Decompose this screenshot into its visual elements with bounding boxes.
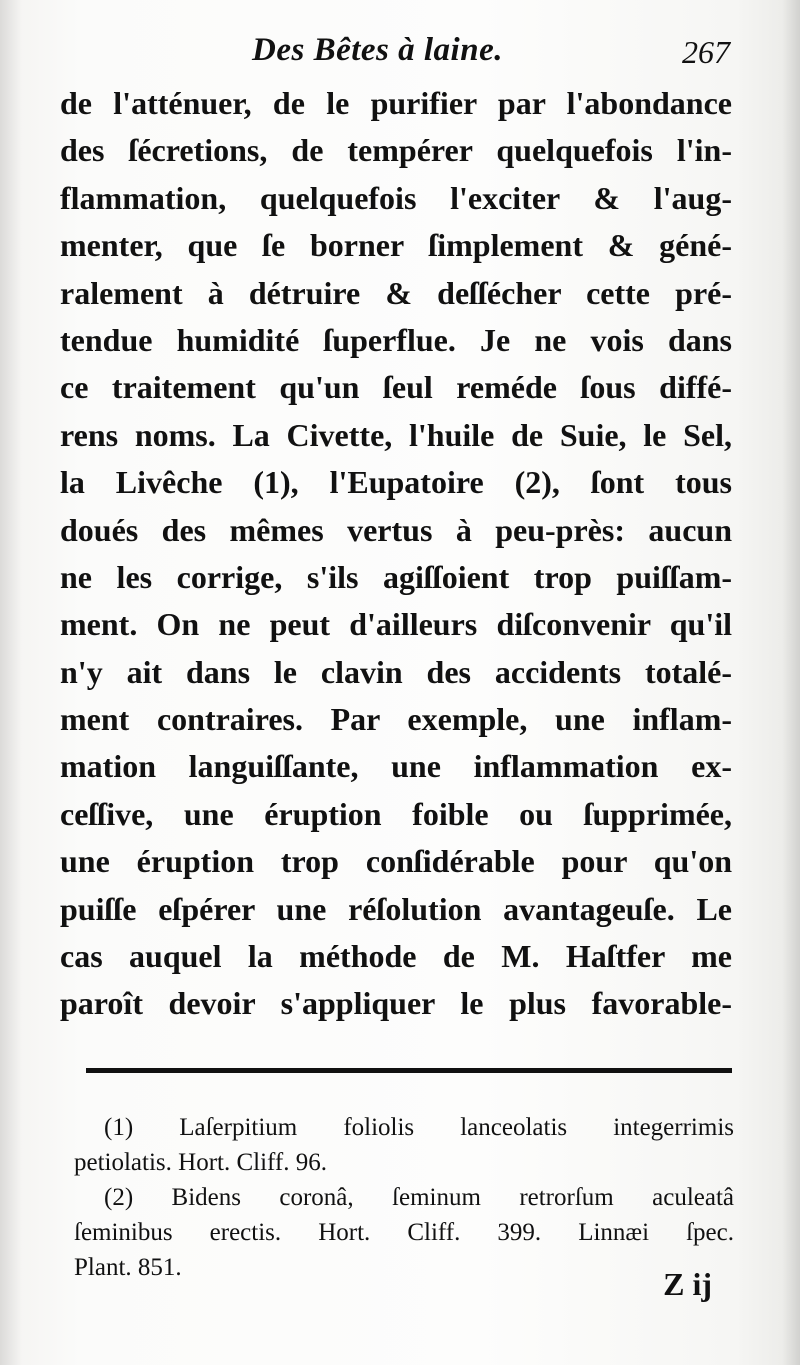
text-line: puiſſe eſpérer une réſolution avantageuſe. Le bbox=[60, 890, 732, 927]
page-edge-shadow bbox=[782, 0, 800, 1365]
text-line: mation languiſſante, une inflammation ex- bbox=[60, 748, 732, 785]
text-line: flammation, quelquefois l'exciter & l'aug- bbox=[60, 179, 732, 216]
text-line: tendue humidité ſuperflue. Je ne vois dans bbox=[60, 321, 732, 358]
text-line: cas auquel la méthode de M. Haſtfer me bbox=[60, 938, 732, 975]
footnote-1-line: (1) Laſerpitium foliolis lanceolatis integerrimis bbox=[104, 1114, 734, 1141]
text-line: ceſſive, une éruption foible ou ſupprimée, bbox=[60, 795, 732, 832]
footnote-divider bbox=[86, 1068, 732, 1073]
text-line: une éruption trop conſidérable pour qu'on bbox=[60, 843, 732, 880]
text-line: ment contraires. Par exemple, une inflam- bbox=[60, 701, 732, 738]
body-text bbox=[60, 80, 732, 1028]
text-line: ne les corrige, s'ils agiſſoient trop puiſſam- bbox=[60, 558, 732, 595]
text-line: doués des mêmes vertus à peu-près: aucun bbox=[60, 511, 732, 548]
spine-shadow bbox=[0, 0, 22, 1365]
text-line: n'y ait dans le clavin des accidents totalé- bbox=[60, 653, 732, 690]
footnotes bbox=[74, 1110, 734, 1285]
text-line: la Livêche (1), l'Eupatoire (2), ſont tous bbox=[60, 464, 732, 501]
text-line: menter, que ſe borner ſimplement & géné- bbox=[60, 227, 732, 264]
running-title: Des Bêtes à laine. bbox=[252, 32, 503, 68]
text-line: ce traitement qu'un ſeul reméde ſous diffé- bbox=[60, 369, 732, 406]
footnote-2-line: Plant. 851. bbox=[74, 1254, 182, 1281]
page-header bbox=[64, 28, 734, 80]
page-number: 267 bbox=[682, 34, 730, 70]
text-line: ment. On ne peut d'ailleurs diſconvenir qu'il bbox=[60, 606, 732, 643]
text-line: des ſécretions, de tempérer quelquefois l'in- bbox=[60, 132, 732, 169]
footnote-2-line: (2) Bidens coronâ, ſeminum retrorſum aculeatâ bbox=[104, 1184, 734, 1211]
footnote-2-line: ſeminibus erectis. Hort. Cliff. 399. Linnæi ſpec. bbox=[74, 1219, 734, 1246]
footnote-1-line: petiolatis. Hort. Cliff. 96. bbox=[74, 1149, 327, 1176]
text-line: ralement à détruire & deſſécher cette pré- bbox=[60, 274, 732, 311]
text-line: rens noms. La Civette, l'huile de Suie, le Sel, bbox=[60, 416, 732, 453]
text-line: de l'atténuer, de le purifier par l'abondance bbox=[60, 85, 732, 121]
text-line: paroît devoir s'appliquer le plus favorable- bbox=[60, 985, 732, 1022]
signature-mark: Z ij bbox=[663, 1266, 712, 1302]
